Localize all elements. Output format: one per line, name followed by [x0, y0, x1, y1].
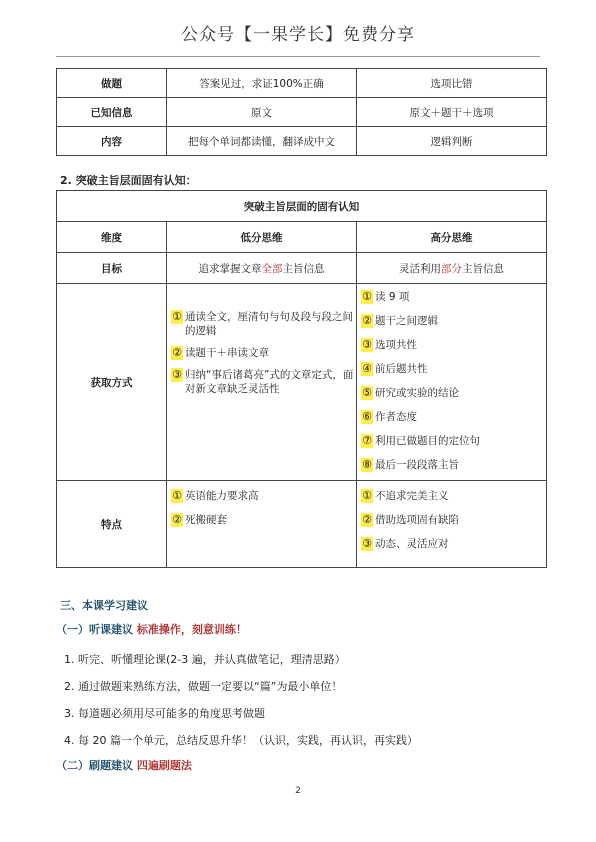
number-badge: ① [362, 489, 372, 502]
goal-low-text-c: 主旨信息 [282, 262, 325, 275]
number-badge: ③ [172, 368, 182, 381]
feature-label: 特点 [57, 481, 167, 568]
list-item [361, 362, 546, 376]
list-item [361, 338, 546, 352]
list-item [361, 434, 546, 448]
number-badge: ② [362, 513, 372, 526]
table-cell: 原文＋题干＋选项 [357, 98, 547, 127]
list-item [361, 513, 546, 527]
cognition-table [56, 190, 547, 568]
table-cell: 内容 [57, 127, 167, 156]
list-item-text: 英语能力要求高 [185, 490, 259, 502]
page-number: 2 [295, 786, 301, 796]
list-item-text: 通读全文，厘清句与句及段与段之间的逻辑 [185, 311, 353, 337]
list-item [361, 314, 546, 328]
number-badge: ⑤ [362, 386, 372, 399]
table-title: 突破主旨层面的固有认知 [57, 191, 547, 222]
listening-advice-label: （一）听课建议 [56, 623, 133, 636]
section-heading: 2. 突破主旨层面固有认知： [60, 174, 197, 187]
advice-item-4: 4. 每 20 篇一个单元，总结反思升华！（认识，实践，再认识，再实践） [64, 734, 418, 747]
list-item-text: 选项共性 [375, 339, 417, 351]
list-item-text: 前后题共性 [375, 363, 428, 375]
number-badge: ⑦ [362, 434, 372, 447]
number-badge: ③ [362, 537, 372, 550]
feature-low [167, 481, 357, 568]
list-item [361, 489, 546, 503]
list-item-text: 作者态度 [375, 411, 417, 423]
number-badge: ① [172, 489, 182, 502]
goal-label: 目标 [57, 253, 167, 284]
listening-advice-heading [56, 621, 247, 637]
feature-row [57, 481, 547, 568]
list-item-text: 不追求完美主义 [375, 490, 449, 502]
section-three-title: 三、本课学习建议 [60, 599, 148, 612]
list-item [171, 513, 356, 527]
practice-advice-emphasis: 四遍刷题法 [136, 759, 192, 772]
list-item-text: 利用已做题目的定位句 [375, 435, 480, 447]
comparison-table [56, 68, 547, 156]
list-item [361, 290, 546, 304]
advice-item-2: 2. 通过做题来熟练方法，做题一定要以“篇”为最小单位！ [64, 680, 343, 693]
list-item-text: 动态、灵活应对 [375, 538, 449, 550]
practice-advice-label: （二）刷题建议 [56, 759, 133, 772]
list-item [171, 489, 356, 503]
list-item-text: 死搬硬套 [185, 514, 227, 526]
number-badge: ④ [362, 362, 372, 375]
list-item [361, 537, 546, 551]
advice-item-3: 3. 每道题必须用尽可能多的角度思考做题 [64, 707, 265, 720]
list-item-text: 借助选项固有缺陷 [375, 514, 459, 526]
list-item [171, 310, 356, 338]
number-badge: ③ [362, 338, 372, 351]
method-low [167, 284, 357, 481]
number-badge: ② [172, 513, 182, 526]
list-item [361, 410, 546, 424]
table-cell: 已知信息 [57, 98, 167, 127]
list-item [171, 346, 356, 360]
goal-low-text-a: 追求掌握文章 [198, 262, 262, 275]
goal-low [167, 253, 357, 284]
table-header-row [57, 222, 547, 253]
goal-row [57, 253, 547, 284]
list-item-text: 最后一段段落主旨 [375, 459, 459, 471]
number-badge: ⑧ [362, 458, 372, 471]
header-dim: 维度 [57, 222, 167, 253]
goal-low-emphasis: 全部 [261, 262, 283, 275]
number-badge: ① [172, 310, 182, 323]
number-badge: ⑥ [362, 410, 372, 423]
table-cell: 把每个单词都读懂，翻译成中文 [167, 127, 357, 156]
list-item-text: 读题干＋串读文章 [185, 347, 269, 359]
page-header-title: 公众号【一果学长】免费分享 [181, 25, 415, 45]
feature-high [357, 481, 547, 568]
list-item-text: 题干之间逻辑 [375, 315, 438, 327]
goal-high-text-a: 灵活利用 [399, 262, 441, 275]
listening-advice-emphasis: 标准操作，刻意训练！ [136, 623, 247, 636]
list-item-text: 归纳“事后诸葛亮”式的文章定式，面对新文章缺乏灵活性 [185, 369, 354, 395]
method-high [357, 284, 547, 481]
header-low: 低分思维 [167, 222, 357, 253]
header-divider [56, 56, 540, 57]
table-cell: 选项比错 [357, 69, 547, 98]
table-row [57, 69, 547, 98]
goal-high-emphasis: 部分 [441, 262, 462, 275]
table-title-row [57, 191, 547, 222]
goal-high-text-c: 主旨信息 [462, 262, 504, 275]
table-cell: 做题 [57, 69, 167, 98]
table-cell: 原文 [167, 98, 357, 127]
table-cell: 答案见过，求证100%正确 [167, 69, 357, 98]
number-badge: ① [362, 290, 372, 303]
list-item [361, 386, 546, 400]
number-badge: ② [172, 346, 182, 359]
number-badge: ② [362, 314, 372, 327]
list-item-text: 读 9 项 [375, 291, 410, 303]
header-high: 高分思维 [357, 222, 547, 253]
list-item [361, 458, 546, 472]
advice-item-1: 1. 听完、听懂理论课(2-3 遍，并认真做笔记，理清思路） [64, 653, 346, 666]
table-row [57, 98, 547, 127]
method-row [57, 284, 547, 481]
list-item [171, 368, 356, 396]
table-cell: 逻辑判断 [357, 127, 547, 156]
list-item-text: 研究或实验的结论 [375, 387, 459, 399]
method-label: 获取方式 [57, 284, 167, 481]
practice-advice-heading [56, 757, 192, 773]
table-row [57, 127, 547, 156]
goal-high [357, 253, 547, 284]
